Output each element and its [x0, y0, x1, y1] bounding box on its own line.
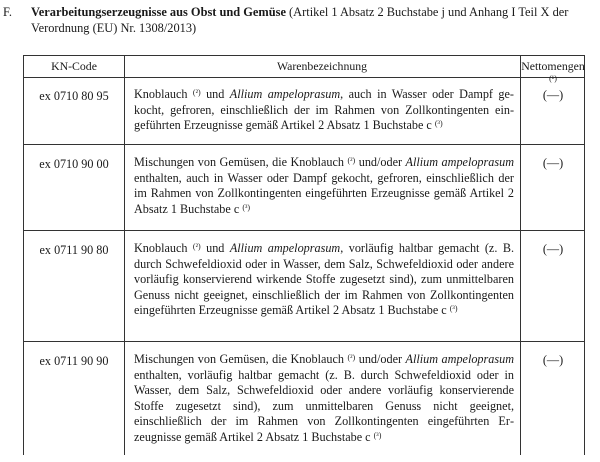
header-warenbezeichnung: Warenbezeichnung: [276, 59, 368, 73]
kn-code-cell: ex 0711 90 90: [39, 354, 109, 368]
description-cell: [134, 241, 514, 319]
table-row: [24, 145, 584, 231]
table-row: [24, 342, 584, 462]
description-text: und: [200, 241, 230, 255]
footnote-ref: (³): [434, 119, 443, 129]
footnote-ref: (²): [192, 242, 201, 251]
section-reference: (Artikel 1 Absatz 2 Buchstabe j und Anhang I Teil X der Verordnung (EU) Nr. 1308/2013): [31, 5, 569, 35]
species-name: Allium ampeloprasum: [229, 241, 341, 255]
description-text: Knoblauch: [134, 87, 193, 101]
table-row: [24, 77, 584, 145]
description-text: , vorläufig haltbar gemacht (z. B. durch Schwefeldioxid oder in Wasser, dem Salz, Schwefeldioxid oder andere vorläufig konservierend wirkende Stoffe zugesetzt sind), zum unmittelbaren Genuss nicht geeignet, einschließlich der im Rahmen von Zollkontingenten eingeführten Erzeugnisse gemäß Artikel 2 Absatz 1 Buchstabe c: [134, 241, 515, 318]
description-text: enthalten, vorläufig haltbar gemacht (z. B. durch Schwefeldioxid oder in Wasser, dem Salz, Schwefeldioxid oder andere vorläufig konservierende Stoffe zugesetzt sind), zum unmittelbaren Genuss nicht geeignet, einschließlich der im Rahmen von Zollkontingenten eingeführten Erzeugnisse gemäß Artikel 2 Absatz 1 Buchstabe c: [134, 367, 514, 444]
header-nettomengen-label: Nettomengen: [521, 59, 585, 73]
description-text: Knoblauch: [134, 241, 193, 255]
description-text: enthalten, auch in Wasser oder Dampf gekocht, gefroren, einschließlich der im Rahmen von Zollkontingenten eingeführten Erzeugnisse gemäß Artikel 2 Absatz 1 Buchstabe c: [134, 170, 514, 216]
description-text: und: [200, 87, 230, 101]
section-title: Verarbeitungserzeugnisse aus Obst und Gemüse: [31, 5, 286, 19]
net-quantity-cell: (—): [542, 156, 564, 170]
header-nettomengen-footnote: (¹): [549, 74, 557, 83]
header-kn-code: KN-Code: [51, 59, 97, 73]
description-cell: [134, 352, 514, 446]
table-header-row: [24, 56, 585, 83]
section-letter: F.: [3, 5, 12, 19]
kn-code-cell: ex 0710 90 00: [39, 157, 109, 171]
column-divider: [124, 56, 125, 455]
footnote-ref: (³): [373, 430, 382, 440]
column-divider: [520, 56, 521, 455]
table-row: [24, 231, 584, 342]
net-quantity-cell: (—): [542, 242, 564, 256]
description-text: , auch in Wasser oder Dampf gekocht, gefroren, einschließlich der im Rahmen von Zollkontingenten eingeführten Erzeugnisse gemäß Artikel 2 Absatz 1 Buchstabe c: [134, 87, 514, 133]
description-text: und/oder: [355, 155, 406, 169]
species-name: Allium ampeloprasum: [405, 155, 514, 169]
description-cell: [134, 87, 514, 134]
net-quantity-cell: (—): [542, 88, 564, 102]
footnote-ref: (²): [192, 88, 201, 97]
footnote-ref: (³): [449, 304, 458, 314]
description-text: Mischungen von Gemüsen, die Knoblauch: [134, 352, 348, 366]
footnote-ref: (²): [347, 353, 356, 362]
kn-code-cell: ex 0710 80 95: [39, 89, 109, 103]
description-text: Mischungen von Gemüsen, die Knoblauch: [134, 155, 348, 169]
description-cell: [134, 155, 514, 217]
net-quantity-cell: (—): [542, 353, 564, 367]
footnote-ref: (²): [347, 156, 356, 165]
kn-code-cell: ex 0711 90 80: [39, 243, 109, 257]
footnote-ref: (³): [242, 202, 251, 212]
section-heading: [31, 4, 595, 36]
tariff-table: [23, 55, 585, 455]
species-name: Allium ampeloprasum: [405, 352, 514, 366]
description-text: und/oder: [355, 352, 406, 366]
species-name: Allium ampeloprasum: [229, 87, 341, 101]
